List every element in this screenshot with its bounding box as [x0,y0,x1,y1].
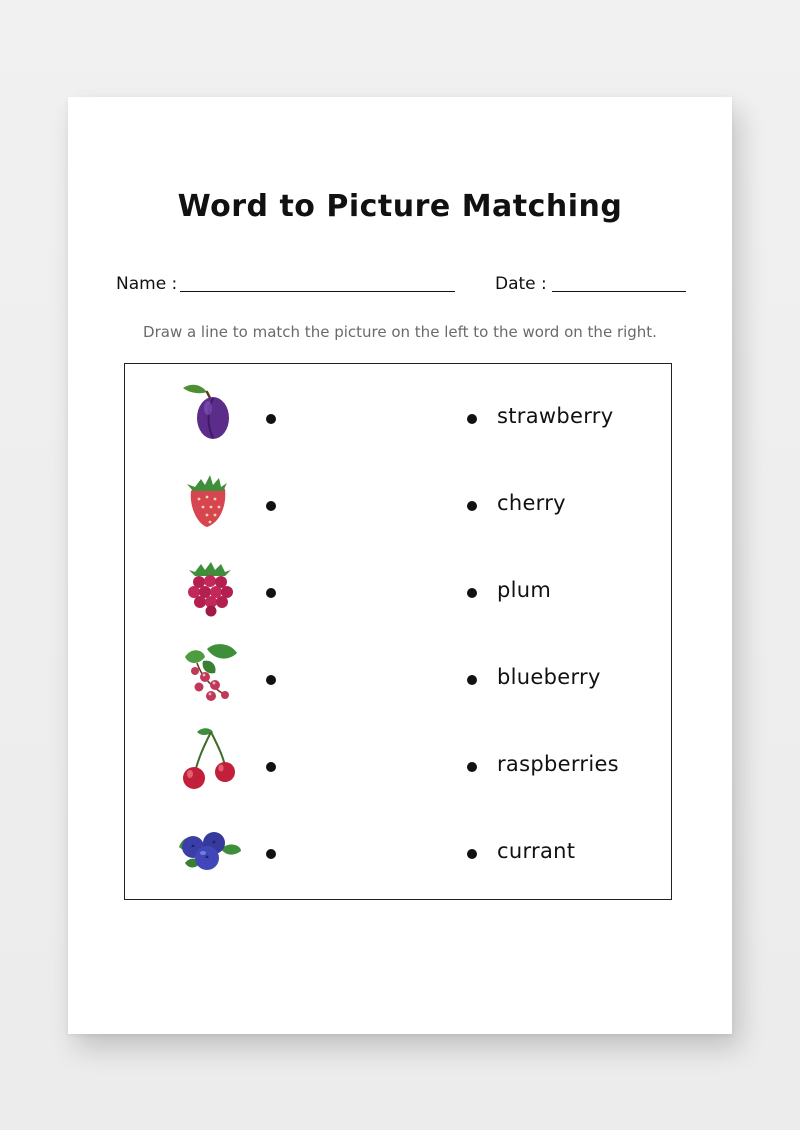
word-label: raspberries [497,752,619,776]
matching-box [124,363,672,900]
match-row [125,457,673,544]
date-label: Date : [495,274,547,294]
word-label: currant [497,839,576,863]
instructions-text: Draw a line to match the picture on the left to the word on the right. [143,323,657,341]
date-line[interactable] [552,291,686,292]
picture-dot[interactable] [266,675,276,685]
cherry-icon [177,726,243,792]
word-dot[interactable] [467,675,477,685]
word-dot[interactable] [467,501,477,511]
match-row [125,544,673,631]
match-row [125,718,673,805]
word-label: cherry [497,491,566,515]
word-label: plum [497,578,552,602]
picture-dot[interactable] [266,501,276,511]
word-label: blueberry [497,665,601,689]
strawberry-icon [177,465,243,531]
match-row [125,631,673,718]
name-label: Name : [116,274,178,294]
picture-dot[interactable] [266,588,276,598]
picture-dot[interactable] [266,762,276,772]
plum-icon [177,378,243,444]
word-dot[interactable] [467,849,477,859]
match-row [125,805,673,892]
match-row [125,370,673,457]
worksheet-title: Word to Picture Matching [177,189,623,224]
name-line[interactable] [180,291,455,292]
word-label: strawberry [497,404,614,428]
word-dot[interactable] [467,762,477,772]
word-dot[interactable] [467,588,477,598]
currant-icon [177,639,243,705]
picture-dot[interactable] [266,849,276,859]
word-dot[interactable] [467,414,477,424]
picture-dot[interactable] [266,414,276,424]
raspberry-icon [177,552,243,618]
worksheet-paper [68,97,732,1034]
blueberry-icon [177,813,243,879]
